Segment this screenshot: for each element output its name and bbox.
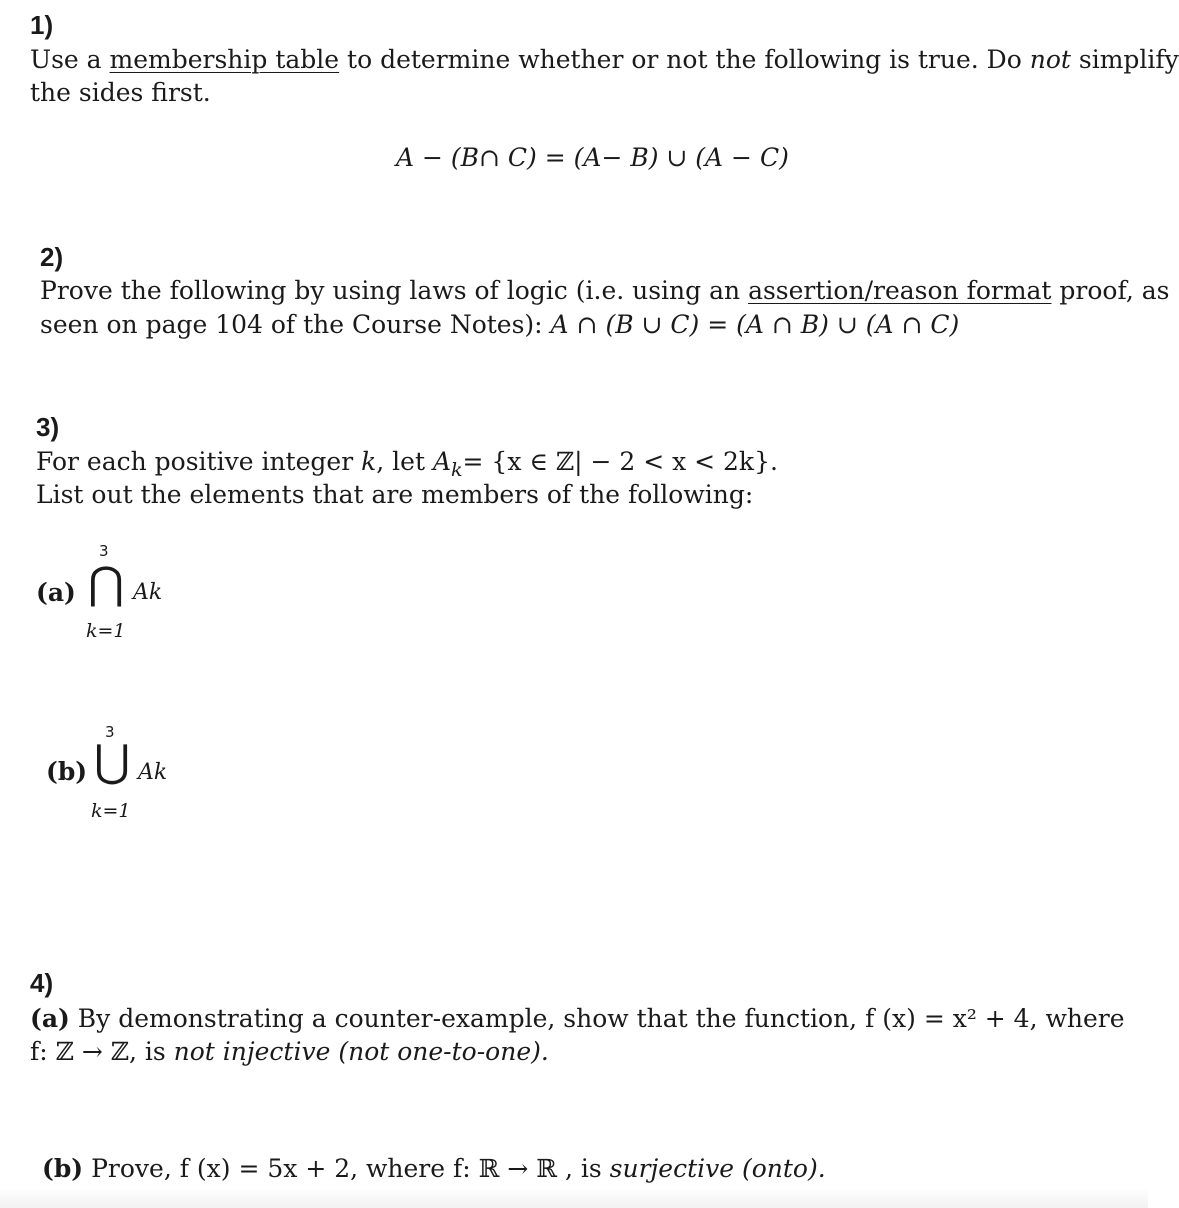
part-a-label: (a) <box>36 578 76 607</box>
question-2-line-2 <box>40 308 959 341</box>
question-1-text-c: simplify <box>1070 45 1179 74</box>
question-1-emphasis-not: not <box>1029 45 1071 74</box>
part-a-upper-limit: 3 <box>99 542 109 560</box>
part-a-lower-limit: k=1 <box>86 620 126 642</box>
question-2-text-c: seen on page 104 of the Course Notes): <box>40 310 551 339</box>
union-operator: ⋃ <box>94 736 131 787</box>
question-4a-line-1 <box>30 1002 1125 1035</box>
question-3-text-a: For each positive integer <box>36 447 362 476</box>
part-b-lower-limit: k=1 <box>91 800 131 822</box>
set-name: A <box>432 447 452 476</box>
membership-table-term: membership table <box>109 45 340 74</box>
part-a-term: Ak <box>133 580 163 605</box>
question-4a-emphasis: not injective (not one-to-one). <box>173 1037 549 1066</box>
part-b-label: (b) <box>46 757 88 786</box>
question-2-equation: A ∩ (B ∪ C) = (A ∩ B) ∪ (A ∩ C) <box>550 310 960 339</box>
question-4a-label: (a) <box>30 1004 70 1033</box>
question-4a-text: By demonstrating a counter-example, show that the function, f (x) = x² + 4, where <box>69 1004 1125 1033</box>
question-2-number: 2) <box>40 242 64 272</box>
page-bottom-edge <box>0 1188 1148 1208</box>
question-4b-line <box>42 1152 826 1185</box>
question-4b-emphasis: surjective (onto). <box>609 1154 826 1183</box>
set-definition: = {x ∈ ℤ| − 2 < x < 2k}. <box>462 447 778 476</box>
set-subscript: k <box>451 459 463 481</box>
question-4b-text: Prove, f (x) = 5x + 2, where f: ℝ → ℝ , is <box>83 1154 610 1183</box>
question-3-number: 3) <box>36 412 60 442</box>
question-2-text-b: proof, as <box>1051 276 1170 305</box>
question-4b-label: (b) <box>42 1154 84 1183</box>
question-1-text-a: Use a <box>30 45 110 74</box>
question-1-line-1 <box>30 43 1179 76</box>
question-2-text-a: Prove the following by using laws of logic (i.e. using an <box>40 276 749 305</box>
variable-k: k <box>361 447 377 476</box>
question-4-number: 4) <box>30 968 54 998</box>
question-4a-line-2 <box>30 1035 549 1068</box>
question-1-line-2: the sides first. <box>30 78 211 107</box>
part-b-term: Ak <box>138 760 168 785</box>
intersection-operator: ⋂ <box>88 558 125 609</box>
question-1-text-b: to determine whether or not the following is true. Do <box>339 45 1030 74</box>
question-2-line-1 <box>40 274 1169 307</box>
question-4a-domain: f: ℤ → ℤ, is <box>30 1037 174 1066</box>
question-1-equation: A − (B∩ C) = (A− B) ∪ (A − C) <box>396 143 789 172</box>
assertion-reason-term: assertion/reason format <box>748 276 1052 305</box>
part-b-upper-limit: 3 <box>105 723 115 741</box>
question-1-number: 1) <box>30 10 54 40</box>
question-3-text-b: , let <box>376 447 433 476</box>
question-3-line-2: List out the elements that are members of the following: <box>36 480 754 509</box>
